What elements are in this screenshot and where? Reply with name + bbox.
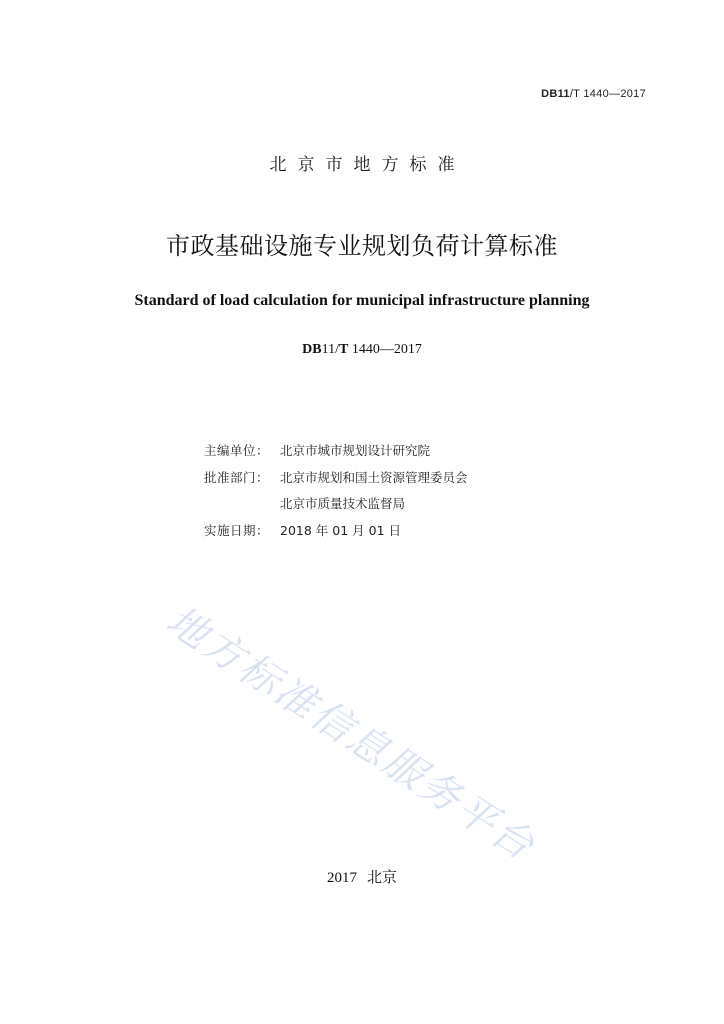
title-english: Standard of load calculation for municipal infrastructure planning [134,292,590,309]
info-row-effective-date [204,522,468,549]
info-label: 实施日期： [204,522,270,538]
publication-info [204,442,468,548]
footer-city: 北京 [366,870,397,886]
code-t: T [338,342,349,357]
footer-year-city [0,866,724,887]
header-code-suffix: /T 1440—2017 [569,88,646,100]
info-row-approver-2 [204,495,468,522]
info-label: 批准部门： [204,469,270,485]
info-label [204,495,280,522]
watermark: 地方标准信息服务平台 [158,597,544,871]
standard-type-heading: 北京市地方标准 [269,155,466,175]
code-rest: 1440—2017 [348,342,422,357]
cover-standard-code [0,342,724,358]
info-value: 北京市城市规划设计研究院 [280,443,431,458]
info-row-approver [204,469,468,496]
header-standard-code [541,88,646,100]
footer-year: 2017 [326,870,357,886]
title-chinese: 市政基础设施专业规划负荷计算标准 [166,232,558,260]
code-num: 11/ [321,342,339,357]
info-value: 2018 年 01 月 01 日 [280,522,401,538]
info-value: 北京市规划和国土资源管理委员会 [280,469,468,485]
info-value: 北京市质量技术监督局 [280,496,406,511]
info-row-editor [204,442,468,469]
header-code-prefix: DB11 [541,88,570,100]
code-db: DB [302,342,322,357]
info-label: 主编单位： [204,443,270,458]
